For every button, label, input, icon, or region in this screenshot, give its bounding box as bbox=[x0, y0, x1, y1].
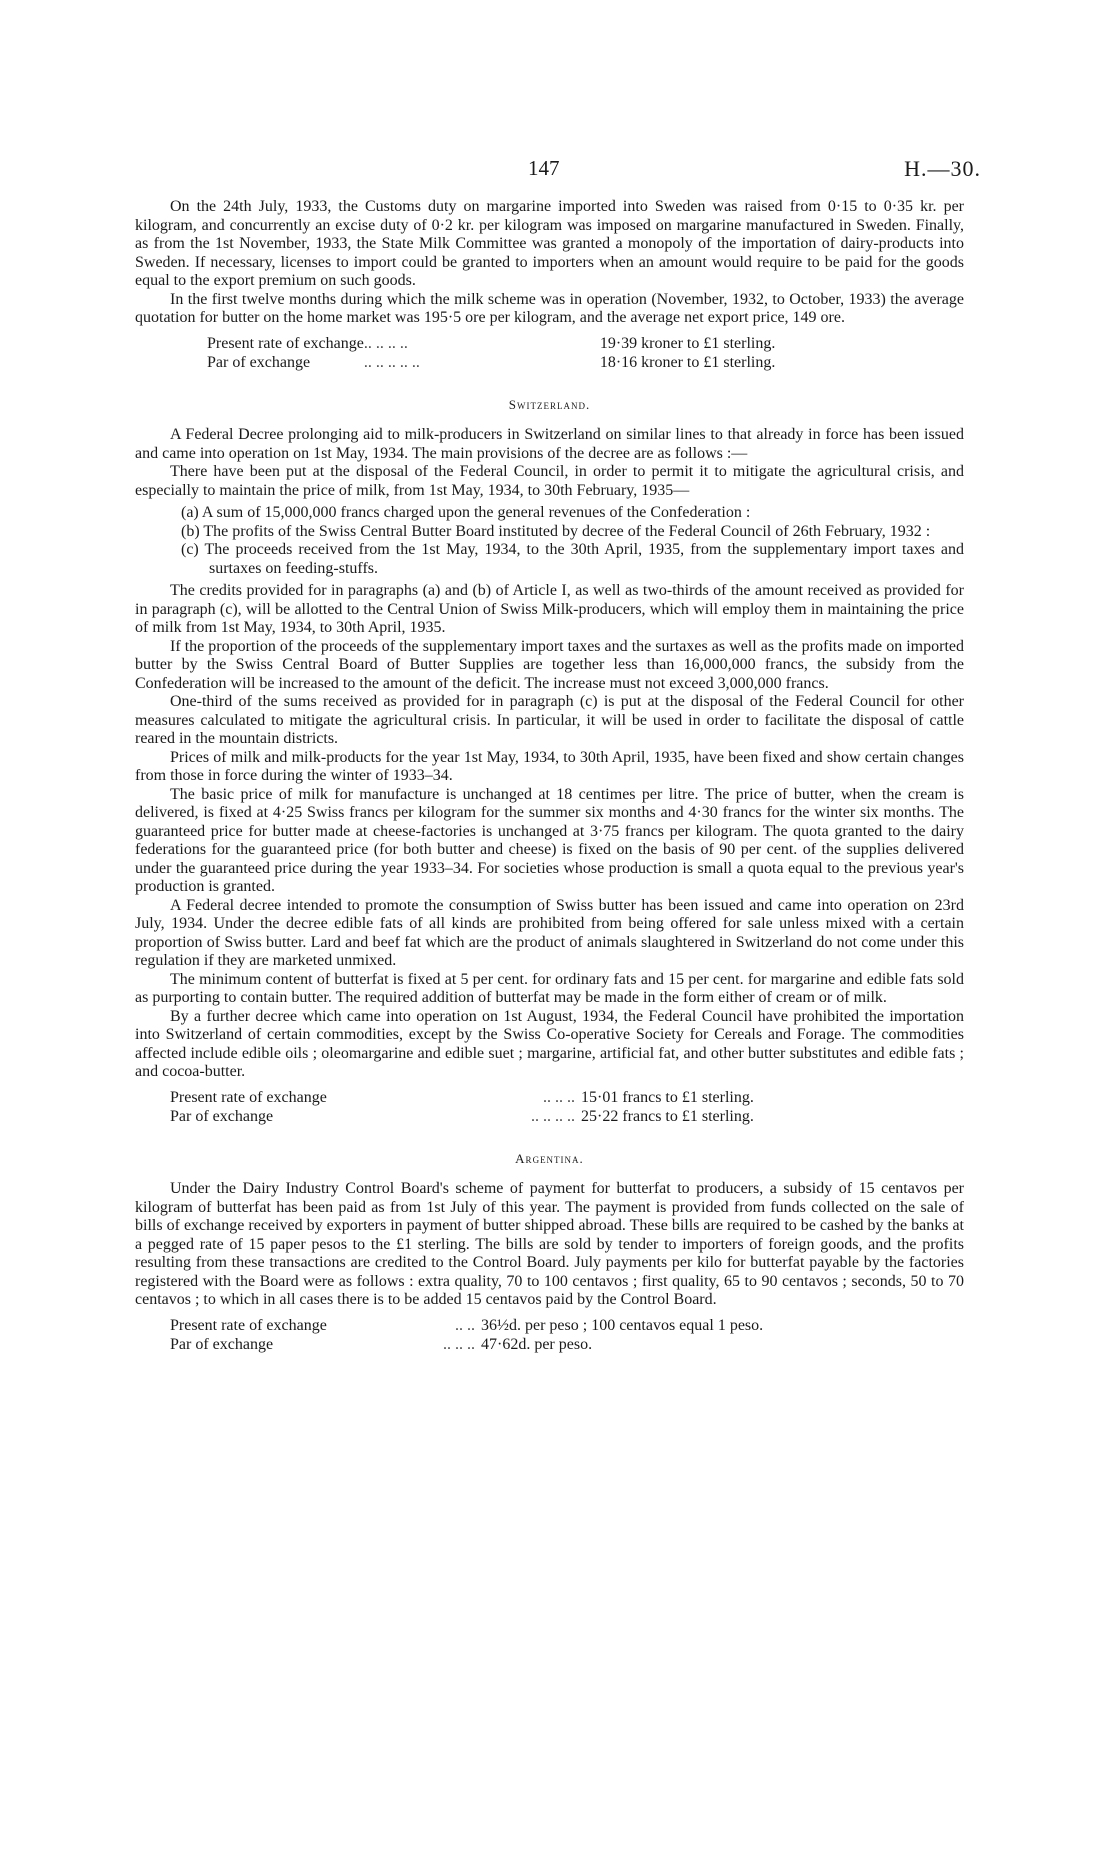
argentina-exchange-table bbox=[170, 1316, 763, 1354]
exchange-label: Par of exchange bbox=[207, 353, 311, 371]
switzerland-intro-1: A Federal Decree prolonging aid to milk-producers in Switzerland on similar lines to that already in force has been issued and came into operation on 1st May, 1934. The main provisions of the decree are as follows :— bbox=[135, 426, 964, 462]
exchange-row bbox=[170, 1316, 763, 1335]
leader-dots: .. .. .. .. bbox=[531, 1107, 575, 1125]
exchange-label: Present rate of exchange bbox=[170, 1088, 327, 1106]
document-reference: H.—30. bbox=[904, 156, 981, 181]
switzerland-paragraph: Prices of milk and milk-products for the year 1st May, 1934, to 30th April, 1935, have been fixed and show certain changes from those in force during the winter of 1933–34. bbox=[135, 748, 964, 784]
body-text bbox=[135, 198, 964, 1360]
switzerland-paragraph: By a further decree which came into operation on 1st August, 1934, the Federal Council have prohibited the importation into Switzerland of certain commodities, except by the Swiss Co-operative Society for Cereals and Forage. The commodities affected include edible oils ; oleomargarine and edible suet ; margarine, artificial fat, and other butter substitutes and edible fats ; and cocoa-butter. bbox=[135, 1007, 964, 1080]
exchange-value: 15·01 francs to £1 sterling. bbox=[581, 1088, 754, 1106]
switzerland-intro-2: There have been put at the disposal of the Federal Council, in order to permit it to mitigate the agricultural crisis, and especially to maintain the price of milk, from 1st May, 1934, to 30th February, 1935— bbox=[135, 463, 964, 499]
leader-dots: .. .. bbox=[455, 1316, 475, 1334]
exchange-label: Par of exchange bbox=[170, 1107, 274, 1125]
sweden-paragraph-2: In the first twelve months during which the milk scheme was in operation (November, 1932, to October, 1933) the average quotation for butter on the home market was 195·5 ore per kilogram, and the average net export price, 149 ore. bbox=[135, 290, 964, 326]
section-heading-argentina: Argentina. bbox=[515, 1150, 584, 1166]
switzerland-paragraph: The minimum content of butterfat is fixed at 5 per cent. for ordinary fats and 15 per cent. for margarine and edible fats sold as purporting to contain butter. The required addition of butterfat may be made in the form either of cream or of milk. bbox=[135, 970, 964, 1006]
list-item: (c) The proceeds received from the 1st May, 1934, to the 30th April, 1935, from the supplementary import taxes and surtaxes on feeding-stuffs. bbox=[181, 541, 964, 577]
exchange-value: 18·16 kroner to £1 sterling. bbox=[599, 353, 776, 371]
sweden-exchange-table bbox=[207, 334, 775, 372]
leader-dots: .. .. .. bbox=[443, 1335, 475, 1353]
exchange-value: 19·39 kroner to £1 sterling. bbox=[599, 334, 776, 352]
switzerland-paragraph: A Federal decree intended to promote the consumption of Swiss butter has been issued and came into operation on 23rd July, 1934. Under the decree edible fats of all kinds are prohibited from being offered for sale unless mixed with a certain proportion of Swiss butter. Lard and beef fat which are the product of animals slaughtered in Switzerland do not come under this regulation if they are marketed unmixed. bbox=[135, 896, 964, 969]
exchange-row bbox=[207, 353, 775, 372]
switzerland-paragraph: One-third of the sums received as provided for in paragraph (c) is put at the disposal of the Federal Council for other measures calculated to mitigate the agricultural crisis. In particular, it will be used in order to facilitate the disposal of cattle reared in the mountain districts. bbox=[135, 693, 964, 747]
exchange-value: 36½d. per peso ; 100 centavos equal 1 peso. bbox=[481, 1316, 764, 1334]
page-header bbox=[0, 152, 1114, 182]
list-item: (b) The profits of the Swiss Central Butter Board instituted by decree of the Federal Council of 26th February, 1932 : bbox=[181, 522, 931, 540]
decree-provisions-list bbox=[135, 504, 964, 578]
leader-dots: .. .. .. .. .. bbox=[363, 353, 420, 371]
switzerland-paragraph: The credits provided for in paragraphs (a) and (b) of Article I, as well as two-thirds of the amount received as provided for in paragraph (c), will be allotted to the Central Union of Swiss Milk-producers, which will employ them in maintaining the price of milk from 1st May, 1934, to 30th April, 1935. bbox=[135, 582, 964, 636]
page-number: 147 bbox=[528, 156, 560, 180]
exchange-label: Par of exchange bbox=[170, 1335, 274, 1353]
exchange-value: 47·62d. per peso. bbox=[481, 1335, 593, 1353]
list-item: (a) A sum of 15,000,000 francs charged upon the general revenues of the Confederation : bbox=[181, 504, 751, 521]
sweden-paragraph-1: On the 24th July, 1933, the Customs duty on margarine imported into Sweden was raised from 0·15 to 0·35 kr. per kilogram, and concurrently an excise duty of 0·2 kr. per kilogram was imposed on margarine manufactured in Sweden. Finally, as from the 1st November, 1933, the State Milk Committee was granted a monopoly of the importation of dairy-products into Sweden. If necessary, licenses to import could be granted to importers when an amount would require to be paid for the goods equal to the export premium on such goods. bbox=[135, 198, 964, 289]
exchange-row bbox=[170, 1107, 754, 1126]
exchange-row bbox=[170, 1088, 754, 1107]
switzerland-paragraph: If the proportion of the proceeds of the supplementary import taxes and the surtaxes as well as the profits made on imported butter by the Swiss Central Board of Butter Supplies are together less than 16,000,000 francs, the subsidy from the Confederation will be increased to the amount of the deficit. The increase must not exceed 3,000,000 francs. bbox=[135, 637, 964, 692]
switzerland-exchange-table bbox=[170, 1088, 754, 1126]
exchange-label: Present rate of exchange bbox=[207, 334, 364, 352]
exchange-value: 25·22 francs to £1 sterling. bbox=[581, 1107, 754, 1125]
exchange-label: Present rate of exchange bbox=[170, 1316, 327, 1334]
section-heading-switzerland: Switzerland. bbox=[508, 396, 591, 412]
leader-dots: .. .. .. .. bbox=[363, 334, 408, 352]
switzerland-paragraph: The basic price of milk for manufacture is unchanged at 18 centimes per litre. The price of butter, when the cream is delivered, is fixed at 4·25 Swiss francs per kilogram for the summer six months and 4·30 francs for the winter six months. The guaranteed price for butter made at cheese-factories is unchanged at 3·75 francs per kilogram. The quota granted to the dairy federations for the guaranteed price (for both butter and cheese) is fixed on the basis of 90 per cent. of the supplies delivered under the guaranteed price during the year 1933–34. For societies whose production is small a quota equal to the previous year's production is granted. bbox=[135, 785, 964, 895]
exchange-row bbox=[207, 334, 775, 353]
exchange-row bbox=[170, 1335, 763, 1354]
argentina-paragraph: Under the Dairy Industry Control Board's scheme of payment for butterfat to producers, a subsidy of 15 centavos per kilogram of butterfat has been paid as from 1st July of this year. The payment is provided from funds collected on the sale of bills of exchange received by exporters in payment of butter shipped abroad. These bills are required to be cashed by the banks at a pegged rate of 15 paper pesos to the £1 sterling. The bills are sold by tender to importers of foreign goods, and the profits resulting from these transactions are credited to the Control Board. July payments per kilo for butterfat payable by the factories registered with the Board were as follows : extra quality, 70 to 100 centavos ; first quality, 65 to 90 centavos ; seconds, 50 to 70 centavos ; to which in all cases there is to be added 15 centavos paid by the Control Board. bbox=[135, 1180, 964, 1308]
leader-dots: .. .. .. bbox=[543, 1088, 575, 1106]
